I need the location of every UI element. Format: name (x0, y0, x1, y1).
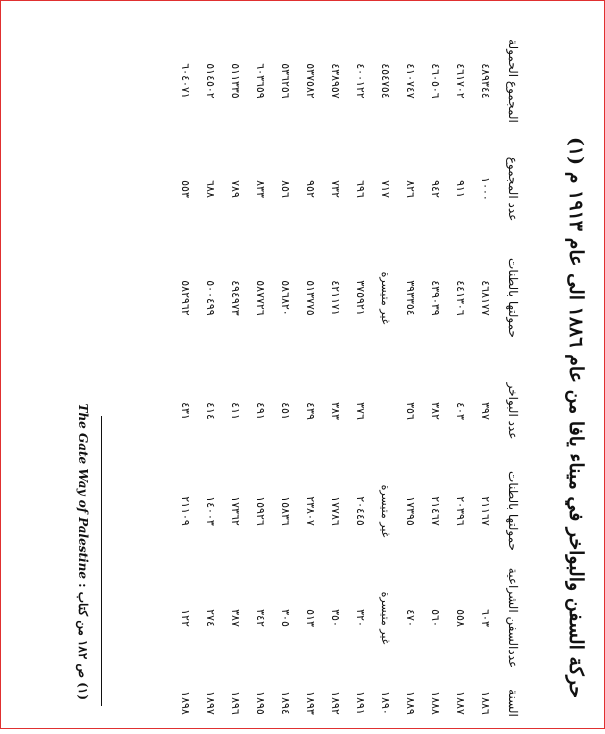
table-cell: ٥٣٦٢٥٦ (279, 63, 292, 99)
table-cell: ٢٣٨٠٧ (304, 496, 317, 526)
table-cell: ١٨٩٠ (379, 691, 392, 715)
table-row (448, 16, 473, 734)
table-cell: ٣٧٥٩٢١ (354, 280, 367, 316)
table-cell: ٣٩٣٣٥٤ (404, 280, 417, 316)
table-cell: ٨٥٦ (279, 180, 292, 198)
table-cell: ٣٩٧ (479, 402, 492, 420)
table-cell: ٦٠٤٠٧١ (179, 63, 192, 99)
table-row (273, 16, 298, 734)
table-cell: ٤٣١ (179, 402, 192, 420)
table-cell: غير متيسرة (379, 484, 392, 538)
table-cell: ١٨٩٤ (279, 691, 292, 715)
table-cell: ٣٧٦ (354, 402, 367, 420)
footnote-text: ص ١٨٢ من كتاب : (76, 583, 90, 678)
footnote (74, 20, 92, 700)
column-header: المجموع الحمولة (506, 39, 520, 123)
table-cell: ٩٥٢ (304, 180, 317, 198)
table-cell: ١٨٩٥ (254, 691, 267, 715)
table-cell: ١٨٨٦ (479, 691, 492, 715)
table-cell: ٢٠٤٤٥ (354, 496, 367, 526)
table-row (423, 16, 448, 734)
table-cell: ٤٥١ (279, 402, 292, 420)
table-cell: ٣٥٦ (404, 402, 417, 420)
table-cell: ١٤٠٠٣ (204, 496, 217, 526)
table-cell: ٥١١٣٣٥ (229, 63, 242, 99)
table-cell: ٧١٧ (379, 180, 392, 198)
table-cell: ٤٠٣ (454, 402, 467, 420)
statistics-table (173, 16, 560, 734)
table-cell: ٦٠٣٦٥٩ (254, 63, 267, 99)
table-row (248, 16, 273, 734)
table-cell: ٦٩٦ (354, 180, 367, 198)
table-cell: غير متيسرة (379, 271, 392, 325)
table-cell: ١٧٣٦٢ (229, 496, 242, 526)
table-cell: ٤٠٠١٢٢ (354, 63, 367, 99)
table-cell: ٤٣٨٩٥٧ (329, 63, 342, 99)
table-body (173, 16, 498, 734)
table-cell: ٢١١٦٧ (479, 496, 492, 526)
table-cell: ٥١٣٧٧٥ (304, 280, 317, 316)
table-cell: ٤٩٤٩٧٣ (229, 280, 242, 316)
table-cell: ١٨٩٣ (304, 691, 317, 715)
table-cell: ١٨٨٧ (454, 691, 467, 715)
table-cell: ١٨٩٦ (229, 691, 242, 715)
table-cell: ١٨٨٩ (404, 691, 417, 715)
table-cell: ٩٤٢ (429, 180, 442, 198)
table-cell: ٤٣٩٠٣٩ (429, 280, 442, 316)
table-cell (373, 364, 398, 458)
table-cell: ٤٧٠ (404, 609, 417, 627)
table-row (473, 16, 498, 734)
table-cell: ١٨٩١ (354, 691, 367, 715)
table-cell: ٣٠٥ (279, 609, 292, 627)
table-cell: ١٨٨٨ (429, 691, 442, 715)
table-cell: ٧٨٩ (229, 180, 242, 198)
table-cell: ٣٤٢ (254, 609, 267, 627)
table-cell: ٥١٤٥٠٢ (204, 63, 217, 99)
footnote-source: The Gate Way of Palestine (76, 403, 90, 579)
column-header: حمولتها بالطنات (506, 258, 520, 338)
table-cell: ٣٨٢ (429, 402, 442, 420)
table-cell: غير متيسرة (379, 591, 392, 645)
table-cell: ٣٨٧ (229, 609, 242, 627)
table-cell: ٣٥٠ (329, 609, 342, 627)
table-cell: ٥٦٠ (429, 609, 442, 627)
column-header: عدد البواخر (506, 382, 520, 440)
table-cell: ٤٩١ (254, 402, 267, 420)
table-row (348, 16, 373, 734)
table-cell: ١٥٨٣٦ (279, 496, 292, 526)
table-cell: ٢١٤٦٧ (429, 496, 442, 526)
footnote-marker: (١) (76, 682, 90, 700)
table-cell: ١٧٧٨٦ (329, 496, 342, 526)
table-cell: ٥٨٢٩٦٢ (179, 280, 192, 316)
table-cell: ٤٥٤٧٥٤ (379, 63, 392, 99)
table-cell: ٣٢٠ (354, 609, 367, 627)
table-cell: ١٨٩٢ (329, 691, 342, 715)
table-cell: ٦٠٣ (479, 609, 492, 627)
table-cell: ٥٨٦٨٢٠ (279, 280, 292, 316)
table-cell: ١٨٩٨ (179, 691, 192, 715)
table-row (198, 16, 223, 734)
table-row (298, 16, 323, 734)
table-cell: ٢١١٠٩ (179, 496, 192, 526)
table-row (373, 16, 398, 734)
table-cell: ٨٢٦ (404, 180, 417, 198)
document-page (18, 16, 588, 717)
table-cell: ٥٥٣ (179, 180, 192, 198)
table-row (173, 16, 198, 734)
table-cell: ٩١١ (454, 180, 467, 198)
table-cell: ٤١٤ (204, 402, 217, 420)
table-cell: ٤٣٩ (304, 402, 317, 420)
table-cell: ٦٨٨ (204, 180, 217, 198)
table-cell: ١٧٣٩٥ (404, 496, 417, 526)
table-cell: ٤٢١١٧١ (329, 280, 342, 316)
column-header: السنة (506, 689, 520, 717)
document-title: حركة السفن والبواخر في ميناء يافا من عام ١٨٨٦ الى عام ١٩١٣ م (١) (565, 136, 587, 698)
table-cell: ١٢٢ (179, 609, 192, 627)
table-cell: ١٠٠٠ (479, 177, 492, 201)
table-cell: ٤٦٨١٧٧ (479, 280, 492, 316)
table-cell: ٥٣٧٥٨٢ (304, 63, 317, 99)
table-cell: ٤٦٠٥٠٦ (429, 63, 442, 99)
column-header: عددالسفن الشراعية (506, 567, 520, 669)
table-cell: ٥٨٧٧٢٦ (254, 280, 267, 316)
table-cell: ٥٠٠٤٩٩ (204, 280, 217, 316)
table-row (323, 16, 348, 734)
table-row (398, 16, 423, 734)
table-cell: ٣٨٣ (329, 402, 342, 420)
table-cell: ١٥٩٢٦ (254, 496, 267, 526)
table-cell: ٢٧٤ (204, 609, 217, 627)
footnote-divider (101, 416, 102, 706)
table-cell: ٤٨٩٣٤٤ (479, 63, 492, 99)
table-cell: ٤٤١٣٠٦ (454, 280, 467, 316)
table-cell: ١٨٩٧ (204, 691, 217, 715)
table-cell: ٤٦١٧٠٢ (454, 63, 467, 99)
table-row (223, 16, 248, 734)
table-cell: ٨٣٣ (254, 180, 267, 198)
table-cell: ٥٥٨ (454, 609, 467, 627)
column-header: عدد المجموع (506, 156, 520, 222)
table-cell: ٥١٣ (304, 609, 317, 627)
table-cell: ٤١١ (229, 402, 242, 420)
table-cell: ٤١٠٧٤٧ (404, 63, 417, 99)
table-cell: ٧٣٢ (329, 180, 342, 198)
table-header-row (498, 16, 560, 734)
table-cell: ٢٠٣٩٦ (454, 496, 467, 526)
column-header: حمولتها بالطنات (506, 471, 520, 551)
